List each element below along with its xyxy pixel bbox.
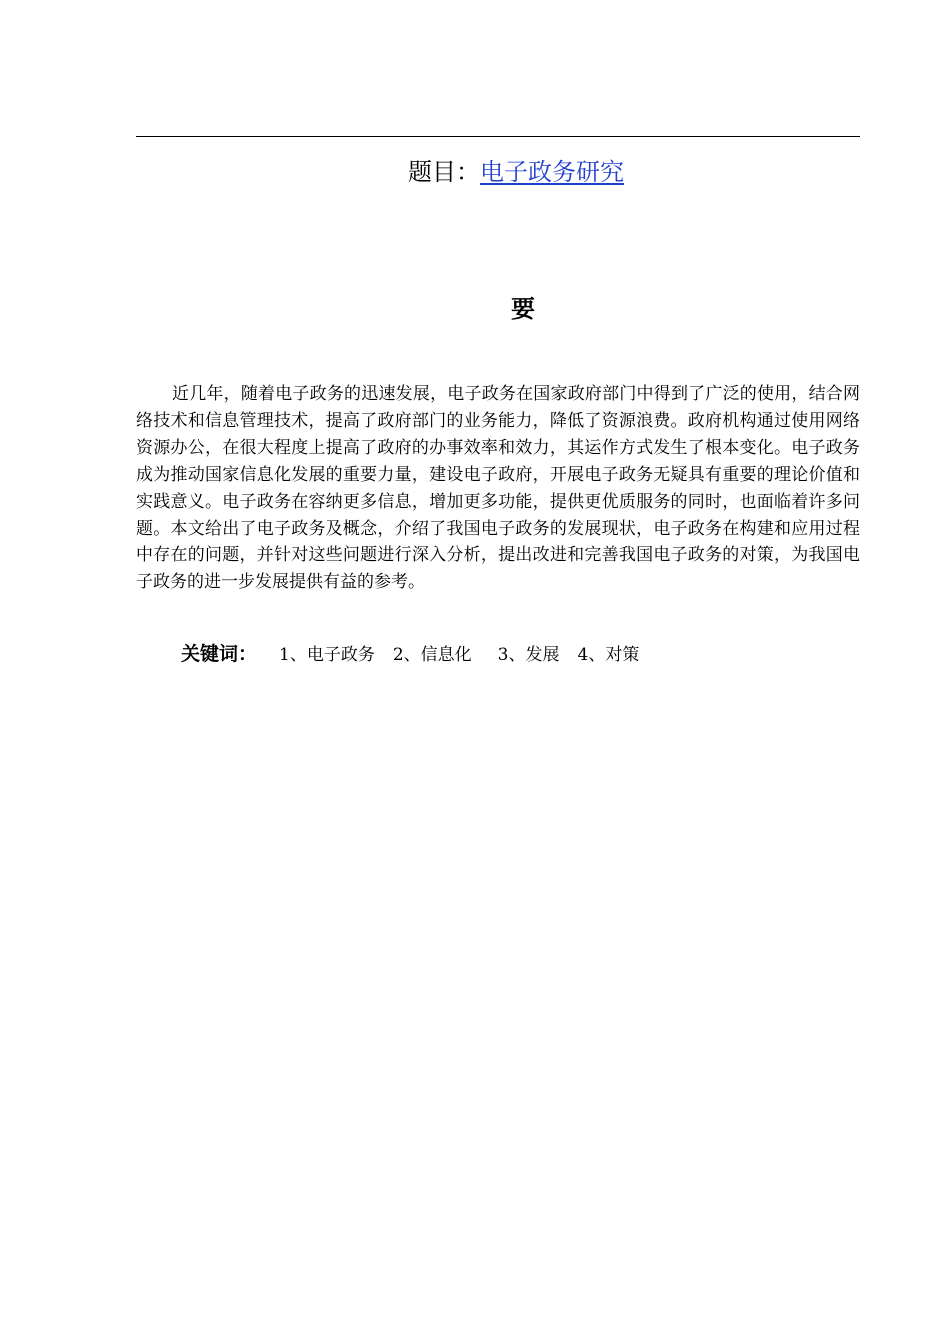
abstract-heading: 要 — [511, 295, 535, 323]
title-link[interactable]: 电子政务研究 — [480, 158, 624, 186]
header-rule — [136, 136, 860, 137]
title-prefix: 题目： — [408, 158, 480, 186]
abstract-body: 近几年，随着电子政务的迅速发展，电子政务在国家政府部门中得到了广泛的使用，结合网络技术和信息管理技术，提高了政府部门的业务能力，降低了资源浪费。政府机构通过使用网络资源办公，在很大程度上提高了政府的办事效率和效力，其运作方式发生了根本变化。电子政务成为推动国家信息化发展的重要力量，建设电子政府，开展电子政务无疑具有重要的理论价值和实践意义。电子政务在容纳更多信息，增加更多功能，提供更优质服务的同时，也面临着许多问题。本文给出了电子政务及概念，介绍了我国电子政务的发展现状，电子政务在构建和应用过程中存在的问题，并针对这些问题进行深入分析，提出改进和完善我国电子政务的对策，为我国电子政务的进一步发展提供有益的参考。 — [136, 384, 860, 593]
keywords-line — [181, 640, 657, 669]
document-title — [408, 154, 624, 190]
keyword-item: 4、对策 — [577, 645, 640, 665]
keyword-item: 2、信息化 — [392, 645, 472, 665]
keywords-label: 关键词： — [181, 643, 258, 665]
keyword-item: 3、发展 — [497, 645, 560, 665]
keyword-item: 1、电子政务 — [279, 645, 375, 665]
